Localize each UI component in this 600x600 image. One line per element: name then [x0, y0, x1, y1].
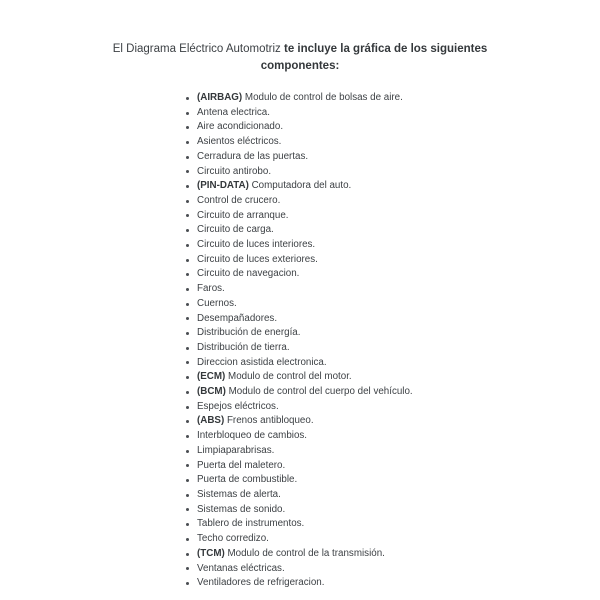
title-regular-text: El Diagrama Eléctrico Automotriz — [112, 43, 281, 55]
component-text: Modulo de control del motor. — [228, 371, 352, 383]
list-item — [185, 91, 600, 106]
component-text: Techo corredizo. — [197, 533, 269, 545]
component-text: Interbloqueo de cambios. — [197, 430, 308, 442]
component-text: Antena electrica. — [197, 106, 270, 118]
title-bold-line2: componentes: — [260, 60, 340, 72]
component-text: Cuernos. — [197, 297, 237, 309]
list-item — [185, 253, 600, 268]
component-text: Circuito de luces exteriores. — [197, 253, 318, 265]
component-text: Circuito de arranque. — [197, 209, 289, 221]
list-item — [185, 444, 600, 459]
component-text: Distribución de tierra. — [197, 341, 290, 353]
component-code: (PIN-DATA) — [197, 180, 249, 192]
component-code: (ECM) — [197, 371, 226, 383]
list-item — [185, 503, 600, 518]
component-text: Sistemas de alerta. — [197, 488, 281, 500]
list-item — [185, 150, 600, 165]
list-item — [185, 341, 600, 356]
component-text: Espejos eléctricos. — [197, 400, 279, 412]
list-item — [185, 576, 600, 591]
component-text: Ventanas eléctricas. — [197, 562, 285, 574]
list-item — [185, 312, 600, 327]
page-title — [70, 41, 530, 75]
component-text: Computadora del auto. — [251, 180, 352, 192]
list-item — [185, 400, 600, 415]
component-code: (BCM) — [197, 386, 226, 398]
component-text: Aire acondicionado. — [197, 121, 284, 133]
list-item — [185, 429, 600, 444]
component-text: Modulo de control de la transmisión. — [227, 547, 385, 559]
components-list — [185, 91, 600, 591]
component-text: Control de crucero. — [197, 194, 281, 206]
component-text: Modulo de control del cuerpo del vehículo. — [228, 386, 413, 398]
list-item — [185, 473, 600, 488]
component-code: (ABS) — [197, 415, 225, 427]
list-item — [185, 179, 600, 194]
list-item — [185, 209, 600, 224]
component-text: Faros. — [197, 283, 225, 295]
list-item — [185, 106, 600, 121]
list-item — [185, 547, 600, 562]
list-item — [185, 385, 600, 400]
component-text: Asientos eléctricos. — [197, 136, 282, 148]
component-text: Limpiaparabrisas. — [197, 444, 275, 456]
component-text: Circuito de carga. — [197, 224, 274, 236]
list-item — [185, 282, 600, 297]
list-item — [185, 414, 600, 429]
component-text: Tablero de instrumentos. — [197, 518, 305, 530]
list-item — [185, 135, 600, 150]
component-text: Puerta de combustible. — [197, 474, 298, 486]
component-code: (AIRBAG) — [197, 92, 243, 103]
list-item — [185, 459, 600, 474]
component-text: Circuito antirobo. — [197, 165, 272, 177]
list-item — [185, 267, 600, 282]
list-item — [185, 297, 600, 312]
list-item — [185, 488, 600, 503]
list-item — [185, 326, 600, 341]
list-item — [185, 370, 600, 385]
component-text: Frenos antibloqueo. — [226, 415, 314, 427]
list-item — [185, 356, 600, 371]
component-text: Distribución de energía. — [197, 327, 301, 339]
component-text: Direccion asistida electronica. — [197, 356, 327, 368]
component-text: Circuito de navegacion. — [197, 268, 300, 280]
list-item — [185, 194, 600, 209]
list-item — [185, 532, 600, 547]
component-text: Puerta del maletero. — [197, 459, 286, 471]
list-item — [185, 165, 600, 180]
component-text: Sistemas de sonido. — [197, 503, 286, 515]
list-item — [185, 238, 600, 253]
list-item — [185, 223, 600, 238]
list-item — [185, 517, 600, 532]
component-text: Circuito de luces interiores. — [197, 239, 316, 251]
title-bold-line1: te incluye la gráfica de los siguientes — [284, 43, 488, 55]
list-item — [185, 562, 600, 577]
list-item — [185, 120, 600, 135]
component-text: Desempañadores. — [197, 312, 278, 324]
component-text: Ventiladores de refrigeracion. — [197, 577, 325, 589]
component-code: (TCM) — [197, 547, 225, 559]
component-text: Cerradura de las puertas. — [197, 150, 309, 162]
component-text: Modulo de control de bolsas de aire. — [244, 92, 403, 103]
